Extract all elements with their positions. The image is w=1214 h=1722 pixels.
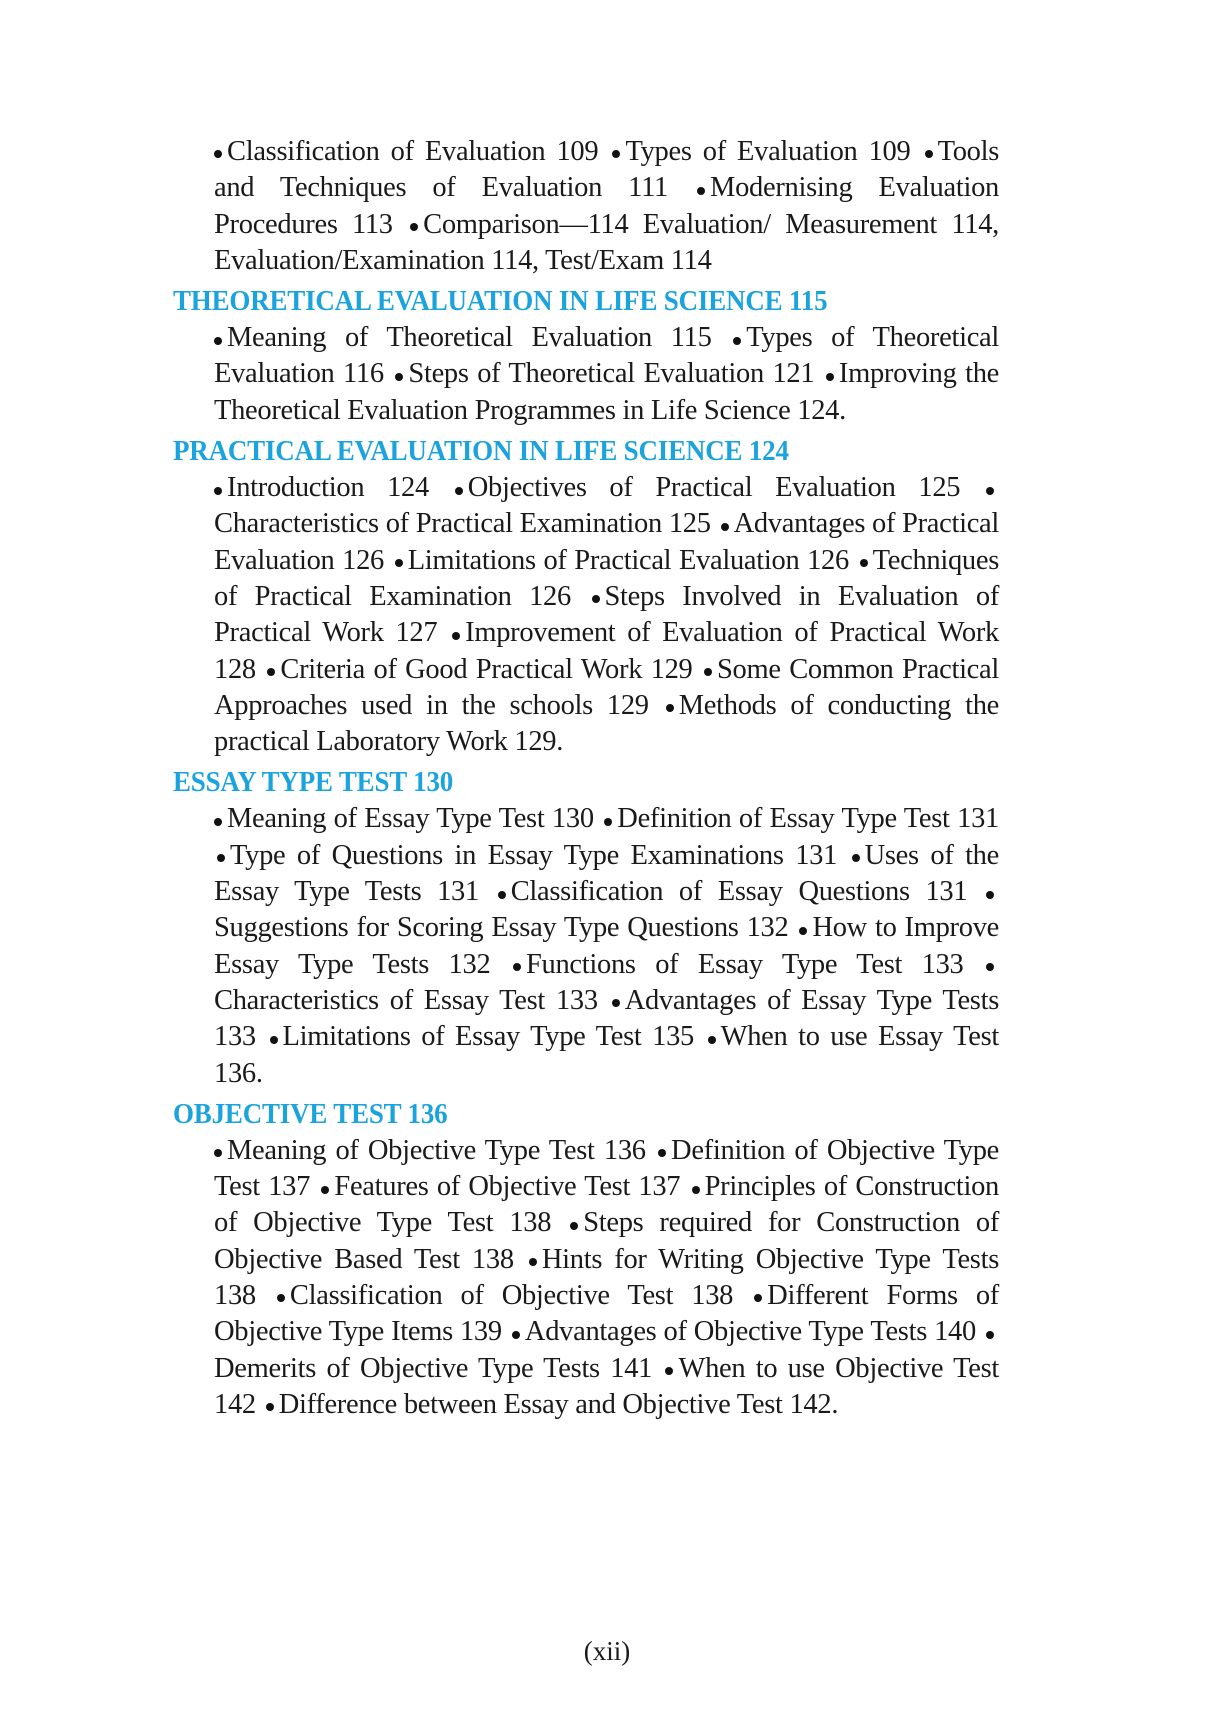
bullet-icon — [498, 891, 506, 899]
toc-content — [173, 134, 999, 1423]
bullet-icon — [665, 1367, 673, 1375]
bullet-icon — [826, 373, 834, 381]
section-heading-practical-evaluation: PRACTICAL EVALUATION IN LIFE SCIENCE 124 — [173, 435, 789, 468]
toc-entry: Types of Evaluation 109 — [609, 136, 921, 167]
toc-entry: Principles of Construction of Objective Type Test 138 — [214, 1171, 1000, 1239]
section-heading-theoretical-evaluation: THEORETICAL EVALUATION IN LIFE SCIENCE 115 — [173, 285, 828, 318]
bullet-icon — [512, 1331, 520, 1339]
bullet-icon — [395, 373, 403, 381]
bullet-icon — [986, 963, 994, 971]
bullet-icon — [214, 1149, 222, 1157]
bullet-icon — [704, 668, 712, 676]
bullet-icon — [513, 963, 521, 971]
toc-entry: Definition of Essay Type Test 131 — [601, 803, 999, 834]
bullet-icon — [214, 150, 222, 158]
bullet-icon — [852, 854, 860, 862]
section-entries-theoretical-evaluation — [214, 320, 999, 429]
bullet-icon — [986, 891, 994, 899]
bullet-icon — [666, 704, 674, 712]
toc-entry: Difference between Essay and Objective Test 142. — [263, 1389, 838, 1420]
bullet-icon — [266, 1403, 274, 1411]
bullet-icon — [754, 1294, 762, 1302]
toc-entry: Advantages of Essay Type Tests 133 — [214, 984, 999, 1053]
section-entries-essay-type-test — [214, 801, 999, 1091]
toc-entry: Type of Questions in Essay Type Examinations 131 — [214, 840, 849, 871]
bullet-icon — [214, 487, 222, 495]
section-heading-essay-type-test: ESSAY TYPE TEST 130 — [173, 766, 454, 799]
page-number: (xii) — [583, 1636, 631, 1666]
toc-entry: Steps required for Construction of Objective Based Test 138 — [214, 1207, 1000, 1275]
bullet-icon — [267, 668, 275, 676]
toc-entry: Types of Theoretical Evaluation 116 — [214, 322, 1000, 390]
toc-entry: Objectives of Practical Evaluation 125 — [452, 472, 983, 503]
toc-entry: Comparison—114 Evaluation/ Measurement 114, Evaluation/Examination 114, Test/Exam 114 — [214, 208, 999, 276]
bullet-icon — [733, 337, 741, 345]
toc-entry: When to use Objective Test 142 — [214, 1352, 999, 1420]
toc-entry: Functions of Essay Type Test 133 — [510, 949, 983, 980]
toc-entry: Classification of Objective Test 138 — [274, 1280, 751, 1311]
bullet-icon — [214, 818, 222, 826]
toc-entry: Some Common Practical Approaches used in the schools 129 — [214, 653, 999, 721]
toc-entry: Definition of Objective Type Test 137 — [214, 1134, 1000, 1203]
bullet-icon — [270, 1036, 278, 1044]
toc-entry: Suggestions for Scoring Essay Type Questions 132 — [214, 876, 999, 943]
bullet-icon — [217, 854, 225, 862]
bullet-icon — [799, 927, 807, 935]
toc-entry: Features of Objective Test 137 — [318, 1171, 688, 1202]
bullet-icon — [612, 999, 620, 1007]
toc-entry: Limitations of Essay Type Test 135 — [267, 1021, 705, 1052]
bullet-icon — [658, 1149, 666, 1157]
toc-entry: Methods of conducting the practical Laboratory Work 129. — [214, 689, 1000, 758]
toc-entry: Uses of the Essay Type Tests 131 — [214, 839, 999, 908]
toc-entry: Steps of Theoretical Evaluation 121 — [392, 358, 823, 389]
toc-entry: Demerits of Objective Type Tests 141 — [214, 1316, 999, 1383]
bullet-icon — [410, 223, 418, 231]
bullet-icon — [395, 559, 403, 567]
bullet-icon — [277, 1294, 285, 1302]
toc-entry: Classification of Essay Questions 131 — [495, 876, 983, 907]
toc-entry: Characteristics of Essay Test 133 — [214, 949, 999, 1016]
toc-entry: Different Forms of Objective Type Items 139 — [214, 1280, 999, 1348]
toc-entry: Characteristics of Practical Examination 125 — [214, 472, 999, 539]
toc-entry: When to use Essay Test 136. — [214, 1021, 999, 1089]
toc-entry: Advantages of Objective Type Tests 140 — [509, 1316, 983, 1347]
toc-entry: Limitations of Practical Evaluation 126 — [392, 545, 857, 576]
bullet-icon — [214, 337, 222, 345]
toc-entry: Criteria of Good Practical Work 129 — [264, 654, 701, 685]
toc-entry: Advantages of Practical Evaluation 126 — [214, 508, 1000, 576]
toc-entry: Tools and Techniques of Evaluation 111 — [214, 136, 1000, 204]
toc-entry: Classification of Evaluation 109 — [214, 136, 609, 167]
bullet-icon — [697, 187, 705, 195]
bullet-icon — [455, 487, 463, 495]
toc-entry: Techniques of Practical Examination 126 — [214, 544, 1000, 612]
intro-entry-block — [214, 134, 999, 279]
toc-entry: Improving the Theoretical Evaluation Programmes in Life Science 124. — [214, 358, 1000, 426]
toc-entry: Introduction 124 — [214, 472, 452, 503]
section-heading-objective-test: OBJECTIVE TEST 136 — [173, 1097, 448, 1130]
bullet-icon — [986, 1331, 994, 1339]
toc-entry: Meaning of Theoretical Evaluation 115 — [214, 322, 730, 353]
bullet-icon — [321, 1186, 329, 1194]
section-entries-objective-test — [214, 1133, 999, 1423]
bullet-icon — [925, 150, 933, 158]
section-entries-practical-evaluation — [214, 470, 999, 760]
toc-entry: Meaning of Essay Type Test 130 — [214, 803, 601, 834]
toc-entry: Improvement of Evaluation of Practical Work 128 — [214, 617, 1000, 685]
toc-entry: Meaning of Objective Type Test 136 — [214, 1135, 655, 1166]
bullet-icon — [592, 595, 600, 603]
toc-entry: Steps Involved in Evaluation of Practical Work 127 — [214, 580, 1000, 649]
bullet-icon — [604, 818, 612, 826]
bullet-icon — [708, 1036, 716, 1044]
bullet-icon — [860, 559, 868, 567]
toc-entry: Modernising Evaluation Procedures 113 — [214, 172, 999, 240]
toc-entry: How to Improve Essay Type Tests 132 — [214, 912, 999, 980]
bullet-icon — [570, 1222, 578, 1230]
bullet-icon — [692, 1186, 700, 1194]
bullet-icon — [612, 150, 620, 158]
bullet-icon — [721, 523, 729, 531]
bullet-icon — [452, 632, 460, 640]
toc-entry: Hints for Writing Objective Type Tests 138 — [214, 1243, 999, 1312]
bullet-icon — [986, 487, 994, 495]
bullet-icon — [529, 1258, 537, 1266]
